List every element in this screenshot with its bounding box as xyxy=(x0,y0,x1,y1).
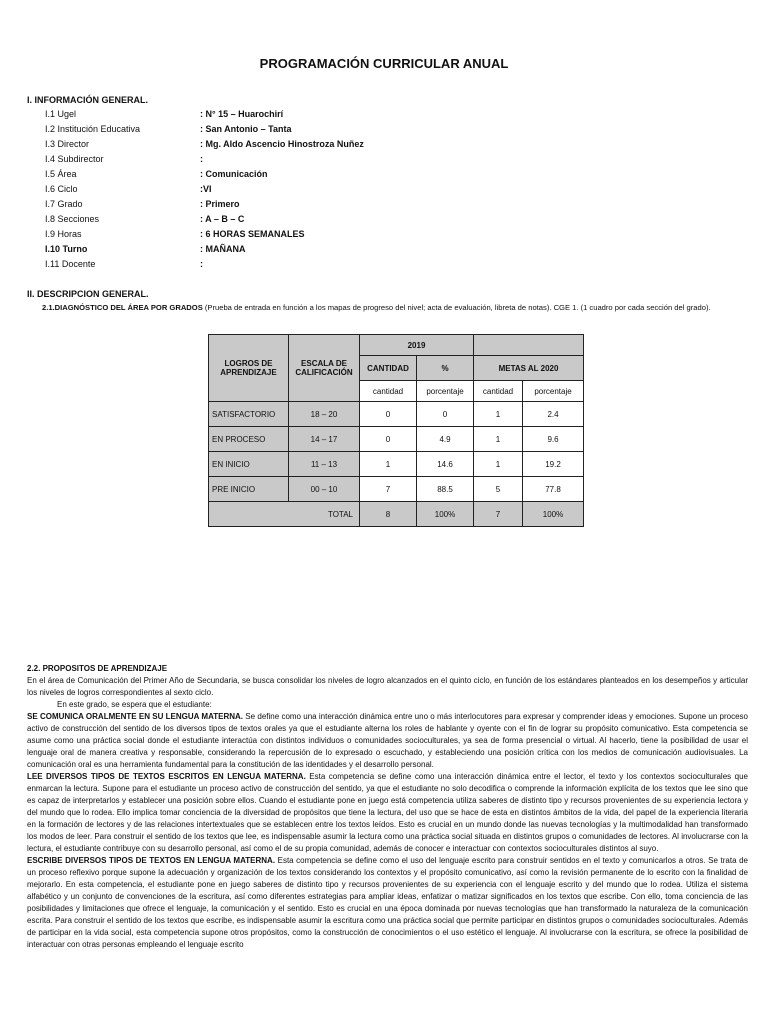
escala-cell: 18 – 20 xyxy=(289,402,360,427)
meta-pct-cell: 2.4 xyxy=(523,402,584,427)
diagnostic-description xyxy=(42,302,732,313)
pct-cell: 88.5 xyxy=(417,477,474,502)
competence-writing-heading: ESCRIBE DIVERSOS TIPOS DE TEXTOS EN LENGUA MATERNA. xyxy=(27,856,276,865)
cantidad-cell: 1 xyxy=(360,452,417,477)
competence-oral xyxy=(27,711,748,771)
escala-cell: 00 – 10 xyxy=(289,477,360,502)
pct-cell: 4.9 xyxy=(417,427,474,452)
info-value: : Mg. Aldo Ascencio Hinostroza Nuñez xyxy=(200,139,364,149)
section1-heading: I. INFORMACIÓN GENERAL. xyxy=(27,95,148,105)
meta-pct-cell: 9.6 xyxy=(523,427,584,452)
total-meta-pct: 100% xyxy=(523,502,584,527)
meta-cantidad-cell: 1 xyxy=(474,452,523,477)
sub-meta-porcentaje: porcentaje xyxy=(523,381,584,402)
info-key: I.10 Turno xyxy=(45,244,88,254)
table-row xyxy=(209,402,584,427)
info-key: I.5 Área xyxy=(45,169,77,179)
info-value: : Comunicación xyxy=(200,169,268,179)
table-row xyxy=(209,452,584,477)
meta-pct-cell: 19.2 xyxy=(523,452,584,477)
info-key: I.8 Secciones xyxy=(45,214,100,224)
diagnostic-table xyxy=(208,334,584,527)
competence-reading-text: Esta competencia se define como una interacción dinámica entre el lector, el texto y los contextos socioculturales que enmarcan la lectura. Supone para el estudiante un proceso activo de construcción del sentido, ya que el estudiante no solo decodifica o comprende la información explícita de los textos que lee sino que es capaz de interpretarlos y establecer una posición sobre ellos. Cuando el estudiante pone en juego está competencia utiliza saberes de distinto tipo y recursos provenientes de su experiencia lectora y del mundo que lo rodea. Ello implica tomar conciencia de la diversidad de propósitos que tiene la lectura, del uso que se hace de esta en distintos ámbitos de la vida, del papel de la experiencia literaria en la formación de lectores y de las relaciones intertextuales que se establecen entre los textos leídos. Esto es crucial en un mundo donde las nuevas tecnologías y la multimodalidad han transformado los modos de leer. Para construir el sentido de los textos que lee, es indispensable asumir la lectura como una práctica social situada en distintos grupos o comunidades de lectores. Al involucrarse con la lectura, el estudiante contribuye con su desarrollo personal, así como el de su propia comunidad, además de conocer e interactuar con contextos socioculturales distintos al suyo. xyxy=(27,772,748,853)
competence-oral-text: Se define como una interacción dinámica entre uno o más interlocutores para expresar y comprender ideas y emociones. Supone un proceso activo de construcción del sentido de los diversos tipos de textos orales ya que el estudiante alterna los roles de hablante y oyente con el fin de lograr su propósito comunicativo. Esta competencia se asume como una práctica social donde el estudiante interactúa con distintos individuos o comunidades socioculturales, ya sea de forma presencial o virtual. Al hacerlo, tiene la posibilidad de usar el lenguaje oral de manera creativa y responsable, considerando la repercusión de lo expresado o escuchado, y estableciendo una posición crítica con los medios de comunicación audiovisuales. La comunicación oral es una herramienta fundamental para la constitución de las identidades y el desarrollo personal. xyxy=(27,712,749,769)
total-cantidad: 8 xyxy=(360,502,417,527)
info-value: : xyxy=(200,154,203,164)
diagnostic-heading: 2.1.DIAGNÓSTICO DEL ÁREA POR GRADOS xyxy=(42,303,203,312)
header-logros: LOGROS DE APRENDIZAJE xyxy=(209,335,289,402)
header-empty xyxy=(474,335,584,356)
cantidad-cell: 0 xyxy=(360,402,417,427)
header-escala: ESCALA DE CALIFICACIÓN xyxy=(289,335,360,402)
header-metas: METAS AL 2020 xyxy=(474,356,584,381)
info-key: I.7 Grado xyxy=(45,199,83,209)
escala-cell: 11 – 13 xyxy=(289,452,360,477)
info-key: I.4 Subdirector xyxy=(45,154,104,164)
escala-cell: 14 – 17 xyxy=(289,427,360,452)
info-key: I.9 Horas xyxy=(45,229,82,239)
info-value: : 6 HORAS SEMANALES xyxy=(200,229,305,239)
info-key: I.3 Director xyxy=(45,139,90,149)
header-year: 2019 xyxy=(360,335,474,356)
info-key: I.11 Docente xyxy=(45,259,96,269)
info-value: : Primero xyxy=(200,199,240,209)
sub-cantidad: cantidad xyxy=(360,381,417,402)
intro-paragraph: En el área de Comunicación del Primer Año de Secundaria, se busca consolidar los niveles de logro alcanzados en el quinto ciclo, en función de los estándares planteados en los desempeños y articular los niveles de logros correspondientes al sexto ciclo. xyxy=(27,676,748,697)
logro-cell: EN PROCESO xyxy=(209,427,289,452)
section22-heading: 2.2. PROPOSITOS DE APRENDIZAJE xyxy=(27,664,168,673)
intro2-paragraph: En este grado, se espera que el estudiante: xyxy=(57,700,212,709)
competence-oral-heading: SE COMUNICA ORALMENTE EN SU LENGUA MATERNA. xyxy=(27,712,244,721)
page-title: PROGRAMACIÓN CURRICULAR ANUAL xyxy=(259,56,509,71)
diagnostic-text: (Prueba de entrada en función a los mapas de progreso del nivel; acta de evaluación, libreta de notas). CGE 1. (1 cuadro por cada sección del grado). xyxy=(202,303,711,312)
total-pct: 100% xyxy=(417,502,474,527)
total-meta-cantidad: 7 xyxy=(474,502,523,527)
meta-pct-cell: 77.8 xyxy=(523,477,584,502)
header-pct: % xyxy=(417,356,474,381)
logro-cell: EN INICIO xyxy=(209,452,289,477)
info-value: : San Antonio – Tanta xyxy=(200,124,292,134)
info-key: I.1 Ugel xyxy=(45,109,77,119)
table-row xyxy=(209,477,584,502)
logro-cell: PRE INICIO xyxy=(209,477,289,502)
competence-writing xyxy=(27,855,748,951)
meta-cantidad-cell: 1 xyxy=(474,402,523,427)
meta-cantidad-cell: 5 xyxy=(474,477,523,502)
cantidad-cell: 0 xyxy=(360,427,417,452)
total-label: TOTAL xyxy=(209,502,360,527)
info-value: :VI xyxy=(200,184,212,194)
info-value: : A – B – C xyxy=(200,214,245,224)
competence-reading xyxy=(27,771,748,855)
info-value: : MAÑANA xyxy=(200,244,246,254)
header-cantidad: CANTIDAD xyxy=(360,356,417,381)
logro-cell: SATISFACTORIO xyxy=(209,402,289,427)
info-key: I.6 Ciclo xyxy=(45,184,78,194)
info-key: I.2 Institución Educativa xyxy=(45,124,141,134)
info-value: : N° 15 – Huarochirí xyxy=(200,109,284,119)
sub-porcentaje: porcentaje xyxy=(417,381,474,402)
cantidad-cell: 7 xyxy=(360,477,417,502)
info-value: : xyxy=(200,259,203,269)
pct-cell: 14.6 xyxy=(417,452,474,477)
competence-writing-text: Esta competencia se define como el uso del lenguaje escrito para construir sentidos en el texto y comunicarlos a otros. Se trata de un proceso reflexivo porque supone la adecuación y organización de los textos considerando los contextos y el propósito comunicativo, así como la revisión permanente de lo escrito con la finalidad de mejorarlo. En esta competencia, el estudiante pone en juego saberes de distinto tipo y recursos provenientes de su experiencia con el lenguaje escrito y del mundo que lo rodea. Utiliza el sistema alfabético y un conjunto de convenciones de la escritura, así como diferentes estrategias para ampliar ideas, enfatizar o matizar significados en los textos que escribe. Con ello, toma conciencia de las posibilidades y limitaciones que ofrece el lenguaje, la comunicación y el sentido. Esto es crucial en una época dominada por nuevas tecnologías que han transformado la naturaleza de la comunicación escrita. Para construir el sentido de los textos que escribe, es indispensable asumir la escritura como una práctica social que permite participar en distintos grupos o comunidades socioculturales. Además de participar en la vida social, esta competencia supone otros propósitos, como la construcción de conocimientos o el uso estético el lenguaje. Al involucrarse con la escritura, se ofrece la posibilidad de interactuar con otras personas empleando el lenguaje escrito xyxy=(27,856,748,949)
sub-meta-cantidad: cantidad xyxy=(474,381,523,402)
meta-cantidad-cell: 1 xyxy=(474,427,523,452)
pct-cell: 0 xyxy=(417,402,474,427)
section2-heading: II. DESCRIPCION GENERAL. xyxy=(27,289,149,299)
competence-reading-heading: LEE DIVERSOS TIPOS DE TEXTOS ESCRITOS EN LENGUA MATERNA. xyxy=(27,772,306,781)
learning-purposes xyxy=(27,663,748,951)
table-row xyxy=(209,427,584,452)
